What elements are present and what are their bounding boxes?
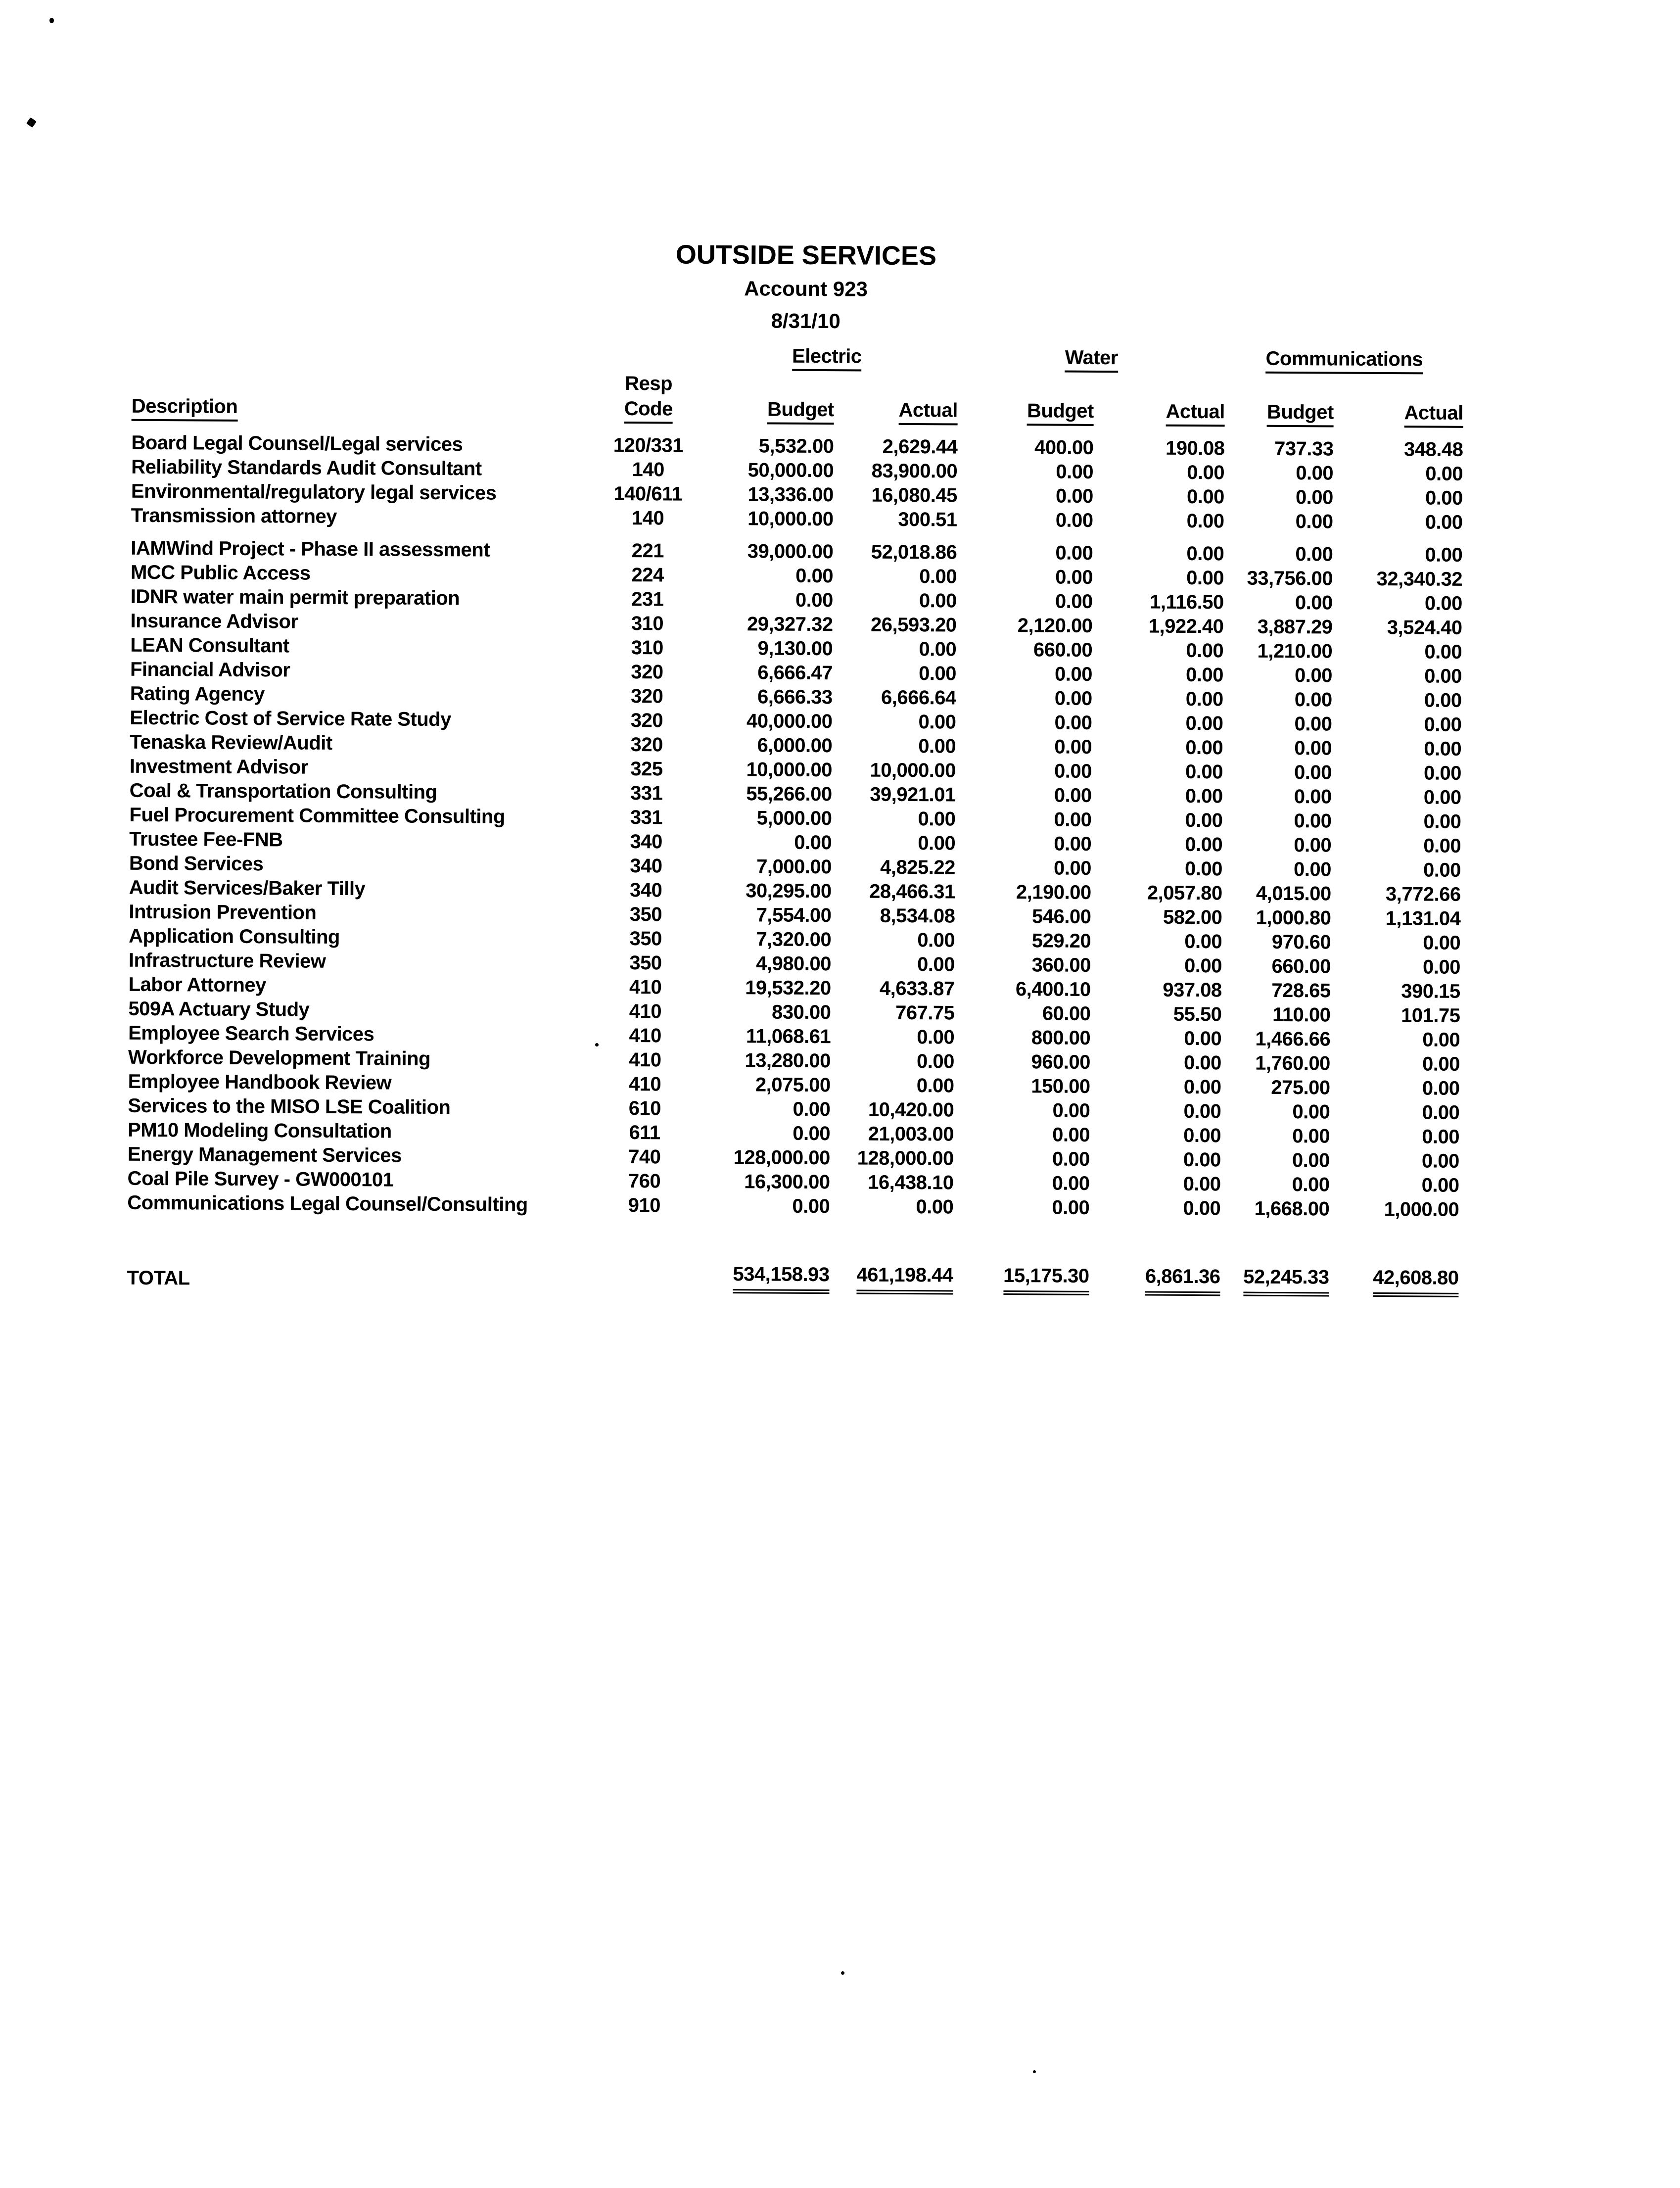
cell-water-actual: 0.00 [1183,1173,1221,1195]
cell-communications-budget: 0.00 [1295,486,1333,509]
cell-communications-actual: 0.00 [1425,544,1463,566]
cell-communications-budget: 1,000.80 [1256,906,1331,929]
cell-electric-actual: 0.00 [919,566,957,588]
row-description: Infrastructure Review [128,949,326,972]
row-description: Fuel Procurement Committee Consulting [129,804,505,828]
cell-electric-budget: 5,532.00 [758,435,834,458]
row-resp-code: 410 [629,1049,661,1071]
code-header: Code [602,395,696,424]
cell-water-actual: 1,116.50 [1150,591,1224,614]
total-label: TOTAL [127,1267,190,1289]
total-electric-budget: 534,158.93 [691,1218,830,1294]
cell-electric-actual: 0.00 [917,1026,955,1048]
cell-electric-actual: 6,666.64 [881,686,956,709]
cell-electric-actual: 26,593.20 [870,614,957,636]
cell-communications-budget: 970.60 [1271,931,1331,953]
cell-electric-actual: 2,629.44 [882,435,958,458]
cell-electric-budget: 39,000.00 [747,540,834,563]
cell-water-actual: 0.00 [1184,1027,1222,1050]
cell-communications-budget: 1,466.66 [1255,1028,1331,1050]
cell-electric-budget: 0.00 [792,1195,830,1218]
cell-electric-actual: 0.00 [918,808,956,830]
cell-communications-actual: 101.75 [1400,1004,1460,1027]
cell-electric-budget: 0.00 [793,1098,831,1121]
cell-electric-actual: 0.00 [916,1196,954,1218]
total-water-budget: 15,175.30 [953,1219,1089,1295]
row-resp-code: 410 [629,976,662,999]
cell-water-budget: 960.00 [1031,1051,1090,1073]
cell-communications-budget: 0.00 [1295,543,1333,566]
cell-electric-actual: 52,018.86 [871,541,957,564]
row-description: Tenaska Review/Audit [130,731,332,754]
row-resp-code: 120/331 [613,434,684,457]
cell-water-budget: 800.00 [1031,1027,1091,1049]
row-resp-code: 410 [629,1025,661,1047]
cell-electric-budget: 7,320.00 [756,928,832,951]
row-description: MCC Public Access [130,561,311,584]
cell-electric-actual: 16,080.45 [871,484,957,507]
cell-water-actual: 582.00 [1163,906,1222,929]
row-resp-code: 320 [631,685,663,708]
row-description: Communications Legal Counsel/Consulting [127,1191,528,1216]
cell-water-actual: 0.00 [1185,785,1223,808]
cell-communications-budget: 0.00 [1293,858,1332,881]
row-description: Financial Advisor [130,658,290,681]
cell-electric-budget: 13,280.00 [745,1049,831,1072]
cell-water-budget: 660.00 [1033,639,1093,661]
cell-water-actual: 0.00 [1186,510,1224,532]
cell-electric-budget: 55,266.00 [746,783,832,806]
row-description: IDNR water main permit preparation [130,585,460,610]
cell-electric-actual: 10,420.00 [868,1098,954,1121]
cell-water-actual: 0.00 [1183,1076,1221,1098]
cell-water-budget: 0.00 [1054,784,1092,807]
cell-water-actual: 0.00 [1184,930,1222,953]
cell-water-budget: 360.00 [1031,954,1091,976]
cell-electric-actual: 8,534.08 [880,904,955,927]
row-description: Employee Handbook Review [128,1070,392,1094]
cell-electric-actual: 10,000.00 [870,759,956,782]
budget-table [127,342,1463,1297]
cell-communications-actual: 0.00 [1422,1053,1460,1075]
cell-water-actual: 0.00 [1185,833,1223,856]
cell-electric-budget: 6,000.00 [757,734,833,757]
row-description: Reliability Standards Audit Consultant [131,456,482,480]
cell-communications-budget: 0.00 [1294,786,1332,808]
cell-communications-actual: 1,000.00 [1384,1198,1459,1221]
row-description: Environmental/regulatory legal services [131,480,497,504]
cell-water-budget: 0.00 [1054,760,1092,782]
cell-communications-budget: 4,015.00 [1256,882,1331,905]
cell-communications-actual: 0.00 [1425,511,1463,533]
cell-communications-actual: 0.00 [1424,641,1462,663]
cell-water-actual: 0.00 [1183,1124,1221,1147]
group-header-communications: Communications [1225,347,1463,375]
cell-communications-actual: 0.00 [1425,487,1463,509]
cell-communications-budget: 0.00 [1295,511,1333,533]
cell-water-actual: 2,057.80 [1147,882,1222,904]
cell-electric-budget: 11,068.61 [746,1025,831,1048]
cell-electric-budget: 830.00 [771,1001,831,1024]
row-description: IAMWind Project - Phase II assessment [131,537,490,561]
cell-electric-budget: 13,336.00 [747,483,834,506]
cell-water-actual: 190.08 [1165,437,1225,460]
cell-communications-budget: 0.00 [1294,737,1332,760]
cell-electric-actual: 0.00 [917,929,955,951]
cell-electric-actual: 28,466.31 [869,880,955,903]
row-description: Bond Services [129,852,264,875]
row-resp-code: 231 [631,588,664,611]
row-resp-code: 221 [631,540,664,562]
cell-water-actual: 0.00 [1186,567,1224,589]
row-description: Board Legal Counsel/Legal services [131,431,463,456]
cell-communications-actual: 0.00 [1423,810,1461,833]
row-description: 509A Actuary Study [128,998,310,1021]
description-header: Description [132,392,602,424]
row-resp-code: 760 [628,1170,661,1192]
row-resp-code: 350 [629,904,662,926]
row-resp-code: 410 [628,1073,661,1095]
cell-water-actual: 55.50 [1173,1003,1222,1026]
document-title: OUTSIDE SERVICES [675,239,937,271]
cell-electric-budget: 50,000.00 [747,459,834,482]
cell-communications-actual: 390.15 [1401,980,1460,1002]
row-description: Workforce Development Training [128,1046,431,1070]
cell-water-budget: 0.00 [1056,461,1094,483]
cell-communications-budget: 3,887.29 [1257,616,1333,638]
row-resp-code: 610 [628,1097,661,1120]
cell-electric-actual: 4,633.87 [879,977,955,1000]
row-description: Trustee Fee-FNB [129,828,283,851]
row-resp-code: 910 [628,1194,661,1217]
cell-electric-actual: 83,900.00 [871,460,958,482]
row-description: Labor Attorney [128,973,266,997]
row-resp-code: 350 [629,928,662,950]
cell-water-actual: 0.00 [1183,1148,1221,1171]
cell-water-budget: 0.00 [1054,687,1092,710]
cell-communications-actual: 0.00 [1424,738,1462,760]
cell-electric-budget: 0.00 [793,1122,831,1145]
cell-water-budget: 0.00 [1054,712,1092,734]
row-resp-code: 140 [632,459,664,481]
cell-communications-actual: 1,131.04 [1385,907,1461,930]
cell-communications-budget: 0.00 [1292,1174,1330,1196]
cell-electric-actual: 16,438.10 [868,1171,954,1194]
row-description: LEAN Consultant [130,634,289,657]
row-resp-code: 320 [630,734,663,756]
row-resp-code: 340 [629,879,662,902]
cell-communications-budget: 728.65 [1271,979,1331,1002]
row-resp-code: 224 [631,564,664,586]
row-description: Investment Advisor [129,755,308,778]
cell-water-actual: 0.00 [1186,639,1224,662]
cell-electric-budget: 128,000.00 [733,1146,830,1169]
cell-electric-actual: 0.00 [916,1075,954,1097]
cell-communications-actual: 0.00 [1421,1174,1459,1196]
cell-water-actual: 1,922.40 [1148,615,1224,638]
cell-water-budget: 2,120.00 [1017,615,1093,637]
cell-water-budget: 0.00 [1052,1148,1090,1170]
cell-water-budget: 0.00 [1052,1196,1090,1219]
account-number: Account 923 [744,277,868,301]
cell-communications-actual: 348.48 [1403,438,1463,461]
cell-electric-budget: 0.00 [795,565,834,587]
row-resp-code: 611 [629,1122,660,1144]
cell-water-actual: 0.00 [1185,809,1223,832]
row-resp-code: 331 [630,782,663,805]
cell-water-actual: 0.00 [1185,736,1223,759]
cell-communications-actual: 32,340.32 [1376,568,1463,590]
cell-water-budget: 0.00 [1054,833,1092,855]
row-resp-code: 310 [631,613,664,635]
cell-water-actual: 0.00 [1183,1051,1221,1074]
cell-water-actual: 0.00 [1184,954,1222,977]
cell-communications-actual: 0.00 [1422,1029,1460,1051]
cell-communications-budget: 0.00 [1295,665,1333,687]
cell-electric-actual: 4,825.22 [880,856,956,879]
cell-water-budget: 150.00 [1031,1075,1090,1097]
total-communications-budget: 52,245.33 [1220,1221,1329,1296]
row-description: Intrusion Prevention [129,901,317,924]
row-resp-code: 350 [629,952,662,974]
cell-communications-actual: 0.00 [1421,1150,1459,1172]
cell-water-budget: 0.00 [1055,663,1093,685]
row-description: Energy Management Services [127,1143,402,1167]
cell-communications-actual: 0.00 [1422,1101,1460,1124]
cell-water-budget: 0.00 [1055,590,1093,613]
cell-communications-budget: 110.00 [1272,1003,1331,1026]
cell-communications-actual: 0.00 [1424,689,1462,712]
cell-communications-budget: 275.00 [1271,1076,1330,1099]
cell-communications-actual: 0.00 [1424,592,1462,615]
cell-communications-budget: 0.00 [1294,834,1332,856]
cell-water-budget: 529.20 [1031,930,1091,952]
row-description: Electric Cost of Service Rate Study [130,707,452,731]
electric-actual-header: Actual [834,396,958,425]
row-description: PM10 Modeling Consultation [128,1119,392,1142]
group-header-water: Water [958,346,1225,374]
row-description: Rating Agency [130,682,265,706]
cell-electric-budget: 4,980.00 [756,952,832,975]
cell-water-actual: 0.00 [1185,688,1223,711]
cell-communications-budget: 1,210.00 [1257,640,1333,663]
cell-electric-budget: 6,666.33 [757,686,833,709]
cell-water-actual: 0.00 [1185,761,1223,783]
cell-communications-actual: 0.00 [1425,463,1463,485]
row-description: Services to the MISO LSE Coalition [128,1094,451,1119]
row-resp-code: 410 [629,1000,662,1023]
cell-communications-budget: 0.00 [1294,713,1332,735]
cell-water-budget: 6,400.10 [1015,978,1091,1000]
table-header [132,342,1464,428]
cell-electric-actual: 0.00 [918,711,956,733]
communications-budget-header: Budget [1225,398,1334,427]
row-resp-code: 325 [630,758,663,780]
cell-electric-budget: 40,000.00 [746,710,833,733]
cell-water-budget: 60.00 [1042,1002,1091,1025]
cell-water-budget: 0.00 [1055,509,1093,531]
cell-electric-budget: 30,295.00 [746,880,832,903]
row-resp-code: 310 [631,637,663,659]
cell-electric-actual: 0.00 [916,1050,955,1073]
row-resp-code: 140 [631,507,664,529]
electric-budget-header: Budget [696,395,834,425]
cell-electric-actual: 0.00 [919,663,957,685]
cell-communications-actual: 0.00 [1423,835,1461,857]
table-row [131,528,1462,568]
row-resp-code: 331 [630,807,663,829]
cell-water-budget: 0.00 [1052,1099,1090,1122]
water-budget-header: Budget [958,397,1094,426]
cell-communications-actual: 0.00 [1423,859,1461,881]
cell-electric-actual: 0.00 [919,638,957,661]
cell-communications-actual: 0.00 [1423,762,1462,784]
cell-communications-budget: 33,756.00 [1247,567,1333,590]
cell-electric-budget: 16,300.00 [744,1171,830,1193]
cell-water-actual: 0.00 [1186,664,1224,686]
cell-water-budget: 0.00 [1052,1172,1090,1194]
cell-water-actual: 0.00 [1183,1197,1221,1220]
row-description: Coal Pile Survey - GW000101 [127,1167,394,1191]
report-date: 8/31/10 [771,309,840,333]
group-header-electric: Electric [696,345,958,372]
row-description: Audit Services/Baker Tilly [129,876,366,900]
cell-water-budget: 0.00 [1054,809,1092,831]
cell-communications-actual: 0.00 [1422,1126,1460,1148]
row-description: Transmission attorney [131,504,337,527]
cell-water-budget: 2,190.00 [1016,881,1091,904]
cell-electric-actual: 0.00 [919,590,957,612]
cell-water-actual: 0.00 [1185,712,1223,735]
cell-electric-actual: 300.51 [898,508,957,531]
cell-water-budget: 0.00 [1053,857,1092,879]
cell-water-actual: 0.00 [1186,485,1224,508]
row-description: Coal & Transportation Consulting [129,779,437,804]
row-resp-code: 340 [630,855,662,877]
row-resp-code: 340 [630,831,662,853]
row-resp-code: 320 [630,710,663,732]
cell-water-budget: 0.00 [1055,485,1093,507]
total-electric-actual: 461,198.44 [829,1219,953,1294]
communications-actual-header: Actual [1334,398,1463,428]
cell-electric-actual: 0.00 [918,735,956,758]
cell-communications-actual: 0.00 [1422,956,1461,978]
cell-electric-budget: 6,666.47 [757,662,833,684]
cell-electric-actual: 767.75 [895,1001,955,1024]
cell-water-actual: 0.00 [1183,1100,1221,1123]
cell-water-actual: 937.08 [1163,979,1222,1001]
cell-water-budget: 0.00 [1055,566,1093,588]
cell-communications-actual: 0.00 [1423,932,1461,954]
cell-water-actual: 0.00 [1186,542,1224,565]
cell-water-budget: 0.00 [1054,736,1092,758]
cell-communications-budget: 737.33 [1274,437,1334,460]
cell-electric-actual: 0.00 [917,953,955,976]
cell-communications-budget: 0.00 [1295,592,1333,614]
row-resp-code: 140/611 [613,482,683,505]
cell-electric-actual: 128,000.00 [857,1147,954,1170]
cell-communications-actual: 3,524.40 [1387,617,1462,639]
cell-communications-budget: 0.00 [1294,689,1332,711]
cell-communications-budget: 1,760.00 [1255,1052,1330,1075]
cell-communications-budget: 1,668.00 [1254,1197,1330,1220]
cell-communications-budget: 0.00 [1294,810,1332,832]
cell-communications-budget: 0.00 [1292,1149,1330,1172]
cell-communications-actual: 3,772.66 [1385,883,1461,905]
cell-water-budget: 400.00 [1034,436,1094,459]
cell-electric-budget: 7,554.00 [756,904,832,927]
total-communications-actual: 42,608.80 [1329,1221,1459,1297]
total-water-actual: 6,861.36 [1089,1220,1220,1296]
cell-communications-budget: 0.00 [1292,1125,1330,1147]
resp-header-line1: Resp [625,372,673,395]
cell-electric-budget: 29,327.32 [747,613,833,636]
cell-electric-budget: 10,000.00 [747,508,834,530]
cell-electric-budget: 19,532.20 [745,977,831,999]
cell-communications-budget: 0.00 [1296,462,1334,484]
cell-water-budget: 0.00 [1052,1124,1090,1146]
table-body [127,421,1463,1222]
row-resp-code: 740 [628,1146,661,1168]
row-description: Insurance Advisor [130,610,298,633]
row-description: Employee Search Services [128,1022,374,1046]
cell-electric-budget: 9,130.00 [757,637,833,660]
cell-communications-actual: 0.00 [1423,786,1461,809]
cell-communications-actual: 0.00 [1424,665,1462,687]
row-description: Application Consulting [129,925,340,948]
cell-communications-budget: 0.00 [1292,1101,1330,1123]
cell-communications-budget: 660.00 [1271,955,1331,978]
cell-water-budget: 0.00 [1055,542,1093,564]
total-row [127,1215,1459,1297]
cell-communications-budget: 0.00 [1294,761,1332,784]
water-actual-header: Actual [1094,397,1225,427]
cell-communications-actual: 0.00 [1424,713,1462,736]
cell-electric-budget: 2,075.00 [755,1074,831,1096]
row-resp-code: 320 [631,661,663,683]
cell-electric-actual: 39,921.01 [870,783,956,806]
cell-electric-budget: 0.00 [794,831,832,854]
cell-water-budget: 546.00 [1031,905,1091,928]
cell-electric-budget: 10,000.00 [746,759,833,781]
cell-electric-budget: 7,000.00 [756,856,832,878]
cell-electric-budget: 5,000.00 [756,807,832,830]
cell-water-actual: 0.00 [1184,857,1223,880]
cell-electric-budget: 0.00 [795,589,833,612]
cell-communications-actual: 0.00 [1422,1077,1460,1099]
title-block [0,236,1613,337]
cell-water-actual: 0.00 [1187,461,1225,484]
cell-electric-actual: 0.00 [918,832,956,855]
cell-electric-actual: 21,003.00 [868,1123,954,1145]
